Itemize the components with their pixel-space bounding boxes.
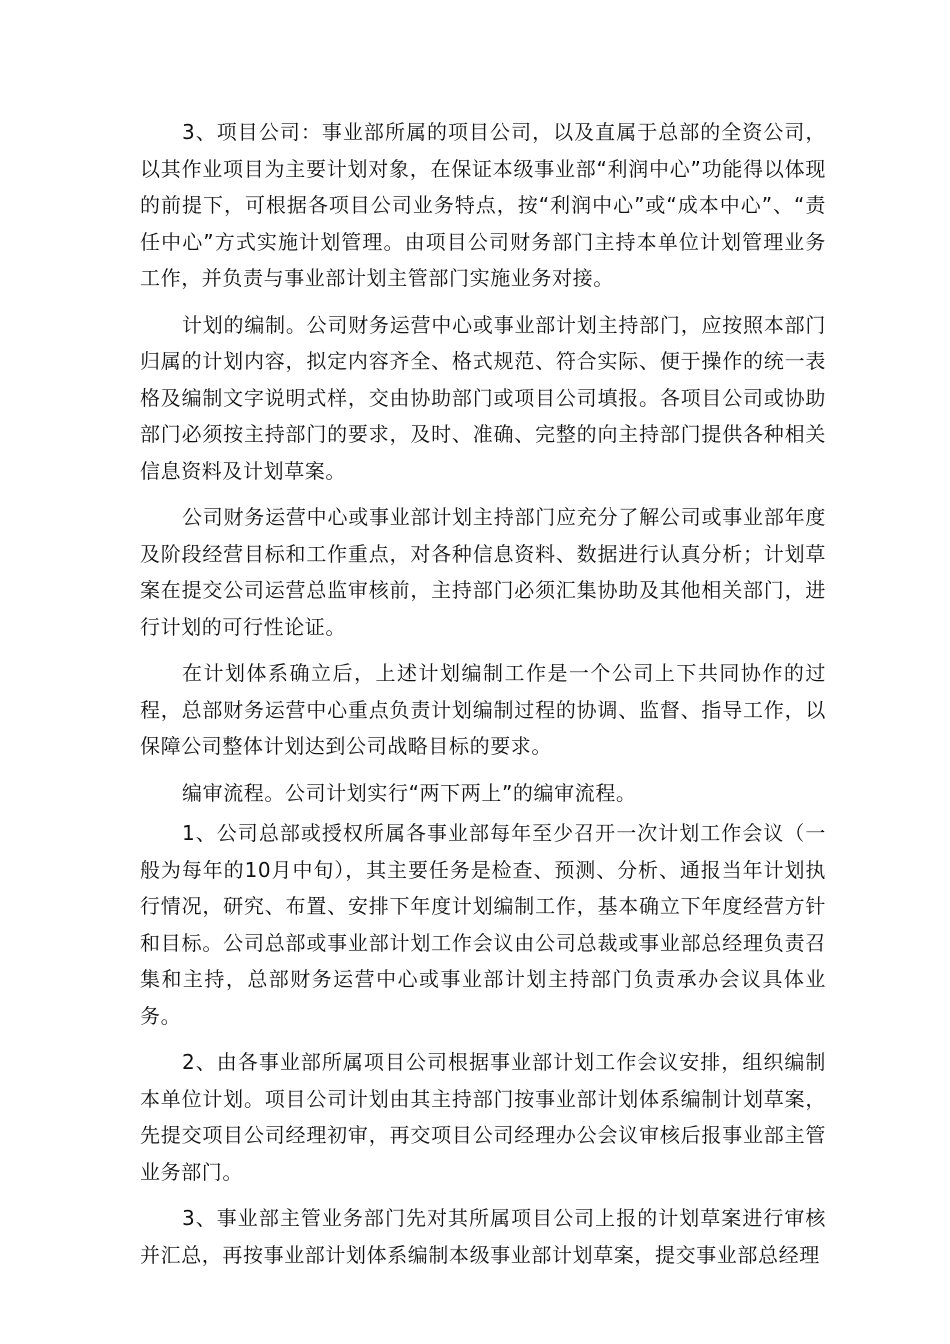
paragraph-step-3: 3、事业部主管业务部门先对其所属项目公司上报的计划草案进行审核并汇总，再按事业部计划体系编制本级事业部计划草案，提交事业部总经理: [140, 1206, 826, 1267]
paragraph-plan-compilation: 计划的编制。公司财务运营中心或事业部计划主持部门，应按照本部门归属的计划内容，拟定内容齐全、格式规范、符合实际、便于操作的统一表格及编制文字说明式样，交由协助部门或项目公司填报。各项目公司或协助部门必须按主持部门的要求，及时、准确、完整的向主持部门提供各种相关信息资料及计划草案。: [140, 312, 826, 483]
paragraph-review-process: 编审流程。公司计划实行“两下两上”的编审流程。: [182, 780, 637, 805]
paragraph-finance-center-analysis: 公司财务运营中心或事业部计划主持部门应充分了解公司或事业部年度及阶段经营目标和工作重点，对各种信息资料、数据进行认真分析；计划草案在提交公司运营总监审核前，主持部门必须汇集协助及其他相关部门，进行计划的可行性论证。: [140, 505, 826, 639]
document-body: [140, 114, 826, 1283]
paragraph-plan-system-collaboration: 在计划体系确立后，上述计划编制工作是一个公司上下共同协作的过程，总部财务运营中心重点负责计划编制过程的协调、监督、指导工作，以保障公司整体计划达到公司战略目标的要求。: [140, 661, 826, 758]
paragraph-step-1: 1、公司总部或授权所属各事业部每年至少召开一次计划工作会议（一般为每年的10月中旬），其主要任务是检查、预测、分析、通报当年计划执行情况，研究、布置、安排下年度计划编制工作，基本确立下年度经营方针和目标。公司总部或事业部计划工作会议由公司总裁或事业部总经理负责召集和主持，总部财务运营中心或事业部计划主持部门负责承办会议具体业务。: [140, 821, 826, 1028]
paragraph-step-2: 2、由各事业部所属项目公司根据事业部计划工作会议安排，组织编制本单位计划。项目公司计划由其主持部门按事业部计划体系编制计划草案，先提交项目公司经理初审，再交项目公司经理办公会议审核后报事业部主管业务部门。: [140, 1050, 826, 1184]
paragraph-project-company: 3、项目公司：事业部所属的项目公司，以及直属于总部的全资公司，以其作业项目为主要计划对象，在保证本级事业部“利润中心”功能得以体现的前提下，可根据各项目公司业务特点，按“利润中心”或“成本中心”、“责任中心”方式实施计划管理。由项目公司财务部门主持本单位计划管理业务工作，并负责与事业部计划主管部门实施业务对接。: [140, 120, 826, 290]
